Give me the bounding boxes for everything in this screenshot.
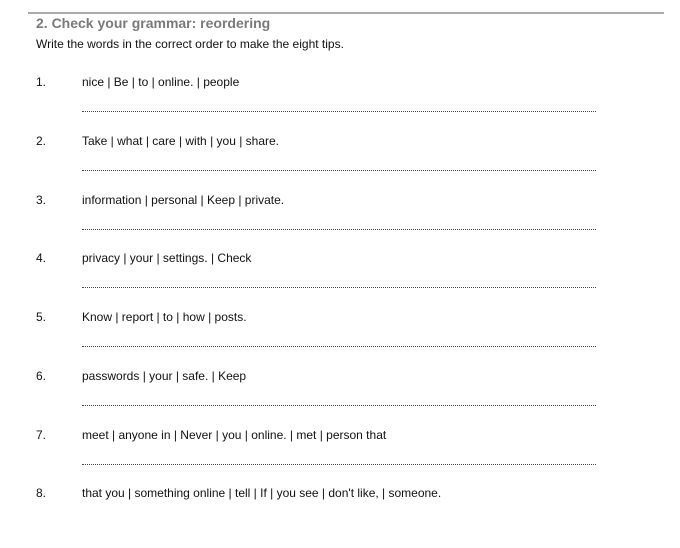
- answer-line[interactable]: [82, 170, 596, 171]
- section-title: 2. Check your grammar: reordering: [36, 15, 271, 31]
- answer-line[interactable]: [82, 405, 596, 406]
- answer-line[interactable]: [82, 464, 596, 465]
- item-words: passwords | your | safe. | Keep: [82, 369, 247, 383]
- exercise-item-8: [0, 486, 680, 544]
- item-words: Know | report | to | how | posts.: [82, 310, 247, 324]
- item-number: 4.: [36, 251, 47, 265]
- item-number: 7.: [36, 428, 47, 442]
- exercise-item-1: [0, 75, 680, 133]
- item-words: Take | what | care | with | you | share.: [82, 134, 280, 148]
- exercise-item-7: [0, 428, 680, 486]
- item-words: nice | Be | to | online. | people: [82, 75, 240, 89]
- item-words: that you | something online | tell | If | you see | don't like, | someone.: [82, 486, 442, 500]
- top-divider: [28, 12, 664, 14]
- exercise-item-5: [0, 310, 680, 368]
- answer-line[interactable]: [82, 346, 596, 347]
- exercise-item-2: [0, 134, 680, 192]
- item-words: information | personal | Keep | private.: [82, 193, 285, 207]
- item-number: 6.: [36, 369, 47, 383]
- answer-line[interactable]: [82, 229, 596, 230]
- exercise-item-4: [0, 251, 680, 309]
- item-words: meet | anyone in | Never | you | online. | met | person that: [82, 428, 387, 442]
- item-number: 5.: [36, 310, 47, 324]
- exercise-item-3: [0, 193, 680, 251]
- answer-line[interactable]: [82, 287, 596, 288]
- exercise-item-6: [0, 369, 680, 427]
- item-words: privacy | your | settings. | Check: [82, 251, 252, 265]
- instruction-text: Write the words in the correct order to make the eight tips.: [36, 37, 344, 51]
- item-number: 8.: [36, 486, 47, 500]
- item-number: 3.: [36, 193, 47, 207]
- answer-line[interactable]: [82, 111, 596, 112]
- item-number: 1.: [36, 75, 47, 89]
- item-number: 2.: [36, 134, 47, 148]
